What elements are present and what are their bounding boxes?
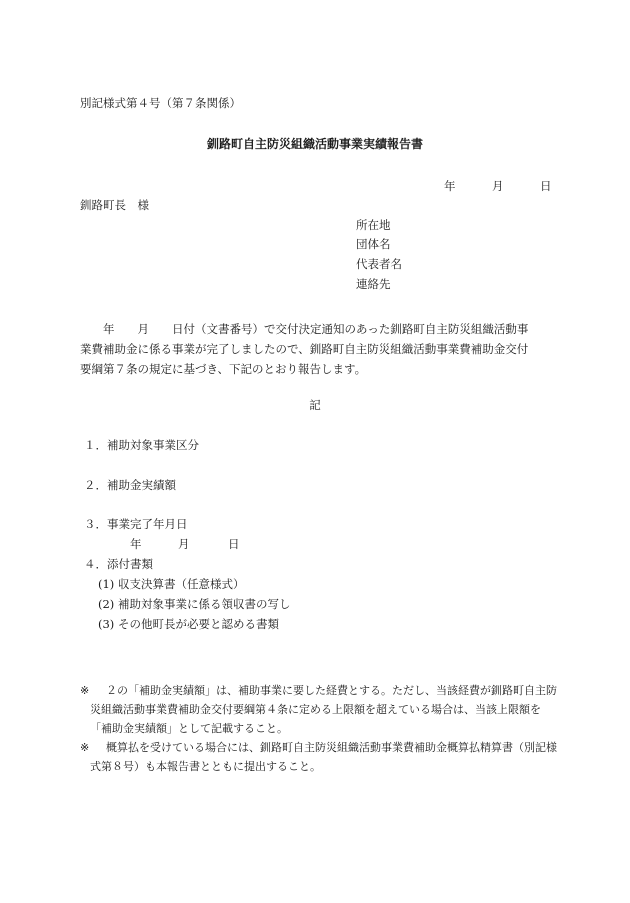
document-title: 釧路町自主防災組織活動事業実績報告書 (206, 137, 423, 151)
report-date-month: 月 (492, 179, 504, 193)
ki-heading: 記 (309, 398, 321, 412)
note-line: 「補助金実績額」として記載すること。 (90, 722, 288, 735)
note-line: ２の「補助金実績額」は、補助事業に要した経費とする。ただし、当該経費が釧路町自主防 (106, 684, 557, 697)
item-attachments: ４．添付書類 (84, 557, 153, 571)
body-line: 年 月 日付（文書番号）で交付決定通知のあった釧路町自主防災組織活動事 (80, 322, 529, 336)
applicant-contact-label: 連絡先 (356, 277, 391, 291)
note-2 (80, 738, 570, 776)
attachment-item: (2) 補助対象事業に係る領収書の写し (98, 597, 291, 611)
note-line: 災組織活動事業費補助金交付要綱第４条に定める上限額を超えている場合は、当該上限額を (90, 703, 541, 716)
note-line: 式第８号）も本報告書とともに提出すること。 (90, 760, 321, 773)
item-subsidy-category: １．補助対象事業区分 (84, 438, 199, 452)
applicant-address-label: 所在地 (356, 218, 391, 232)
note-mark: ※ (80, 741, 90, 754)
note-line: 概算払を受けている場合には、釧路町自主防災組織活動事業費補助金概算払精算書（別記様 (106, 741, 557, 754)
completion-date-month: 月 (178, 537, 190, 551)
report-date-day: 日 (540, 179, 552, 193)
completion-date-year: 年 (130, 537, 142, 551)
form-number: 別記様式第４号（第７条関係） (80, 96, 241, 110)
applicant-representative-label: 代表者名 (356, 257, 402, 271)
body-paragraph (80, 319, 560, 379)
attachment-item: (3) その他町長が必要と認める書類 (98, 617, 279, 631)
body-line: 要綱第７条の規定に基づき、下記のとおり報告します。 (80, 362, 367, 376)
body-line: 業費補助金に係る事業が完了しましたので、釧路町自主防災組織活動事業費補助金交付 (80, 342, 529, 356)
addressee: 釧路町長 様 (80, 198, 149, 212)
item-completion-date: ３．事業完了年月日 (84, 517, 188, 531)
item-subsidy-amount: ２．補助金実績額 (84, 478, 176, 492)
attachment-item: (1) 収支決算書（任意様式） (98, 577, 245, 591)
completion-date-day: 日 (228, 537, 240, 551)
applicant-group-name-label: 団体名 (356, 237, 391, 251)
report-date-year: 年 (444, 179, 456, 193)
note-mark: ※ (80, 684, 90, 697)
note-1 (80, 681, 570, 738)
